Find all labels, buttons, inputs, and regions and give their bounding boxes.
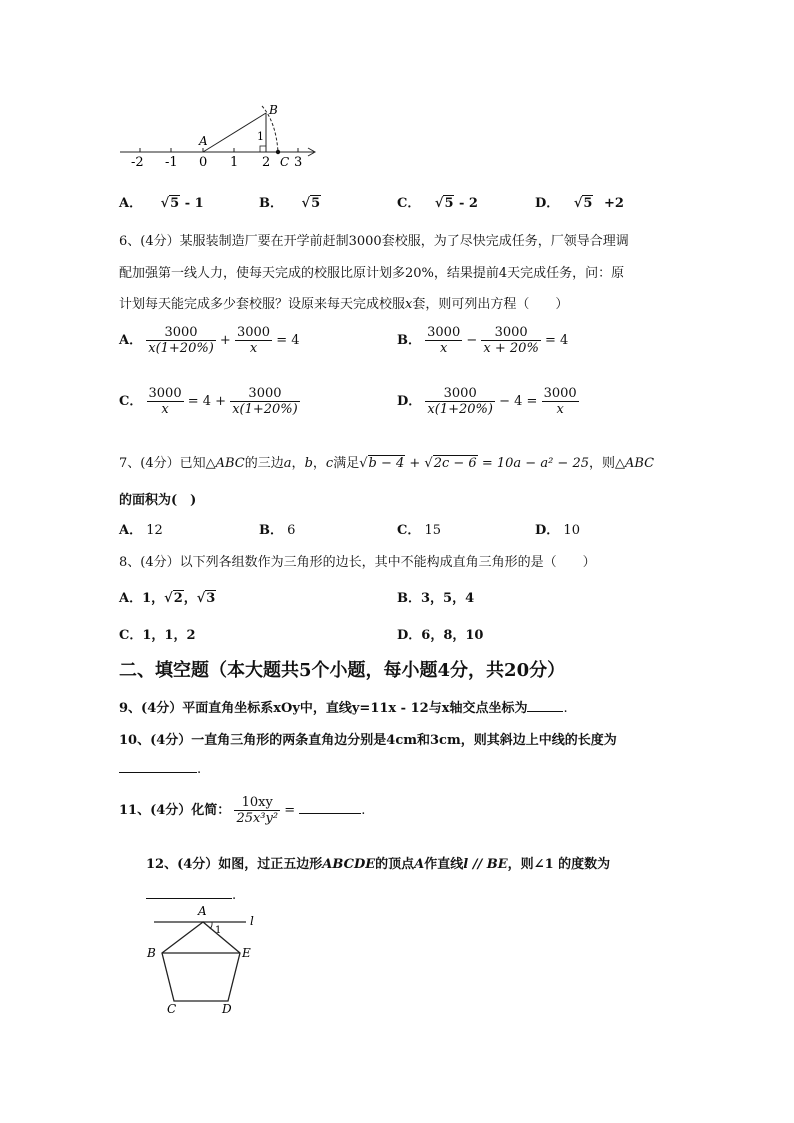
stem-text: 计划每天能完成多少套校服？设原来每天完成校服 [119,297,406,312]
option-suffix: - 2 [459,196,478,211]
q8-option-c[interactable]: C．1，1，2 [119,628,196,643]
q9-stem [119,697,568,716]
separator: ， [183,591,197,606]
stem-text: 10、(4分）一直角三角形的两条直角边分别是4cm和3cm，则其斜边上中线的长度为 [119,733,617,748]
option-letter: C． [397,523,421,538]
numerator: 3000 [146,325,216,341]
fraction [235,325,272,356]
stem-end: . [232,888,237,903]
equation-rhs: = 4 [544,333,569,348]
radicand: 5 [170,196,180,211]
option-letter: A．1， [119,591,165,606]
equals-sign: = [284,803,296,818]
radicand: 2 [173,591,183,606]
radicand: 3 [206,591,216,606]
stem-text: ，则∠1 的度数为 [507,857,611,872]
q7-option-a[interactable] [119,519,163,538]
q6-option-c[interactable] [119,386,300,417]
option-value: 6 [287,523,296,538]
denominator: x(1+20%) [148,341,214,356]
tick-label: 1 [230,155,239,170]
tick-label: 0 [199,155,208,170]
numerator: 3000 [148,386,182,401]
segment-label: 1 [257,130,264,143]
vertex-name: A [414,857,425,872]
denominator: x [249,341,258,356]
fraction [425,325,462,356]
option-letter: B． [397,333,421,348]
point-b-label: B [269,103,278,117]
stem-text: 的三边 [244,456,284,471]
q6-option-d[interactable] [397,386,579,417]
q7-stem-line2: 的面积为( ) [119,493,197,508]
stem-text: 11、(4分）化简： [119,803,231,818]
numerator: 3000 [230,386,300,402]
q8-option-d[interactable]: D．6，8，10 [397,628,484,643]
option-letter: A． [119,196,143,211]
stem-text: 7、(4分）已知 [119,456,206,471]
option-letter: C． [397,196,421,211]
q6-stem-line1: 6、(4分）某服装制造厂要在开学前赶制3000套校服，为了尽快完成任务，厂领导合理调 [119,234,629,249]
point-c-label: C [280,155,290,169]
sqrt-sign: √5 [573,196,593,211]
denominator: x [440,341,448,356]
numerator: 3000 [543,386,577,401]
q8-option-a[interactable] [119,587,216,606]
q5-option-d[interactable] [535,192,624,211]
point-a-label: A [199,134,208,148]
option-suffix: +2 [603,196,624,211]
option-letter: A． [119,333,143,348]
q12-stem [146,853,610,872]
line-expression: l // BE [463,857,508,872]
stem-text: 12、(4分）如图，过正五边形 [146,857,323,872]
stem-text: 的顶点 [375,857,415,872]
fraction [147,386,184,417]
vertex-b-label: B [147,946,156,960]
q5-option-c[interactable] [397,192,478,211]
radicand: 2c − 6 [433,456,477,471]
q6-stem-line3 [119,293,568,312]
tick-label: -1 [165,155,178,170]
vertex-d-label: D [222,1002,232,1015]
numerator: 10xy [234,795,280,811]
shape-name: ABCDE [322,857,376,872]
q6-stem-line2: 配加强第一线人力，使每天完成的校服比原计划多20%，结果提前4天完成任务，问：原 [119,266,625,281]
sqrt-sign: √5 [160,196,180,211]
equation-rhs: = 10a − a² − 25 [481,456,589,471]
option-letter: A． [119,523,143,538]
q10-stem [119,729,617,748]
fraction [542,386,579,417]
stem-end: . [361,803,366,818]
q6-option-b[interactable] [397,325,568,356]
option-value: 10 [563,523,580,538]
tick-label: 3 [294,155,303,170]
numerator: 3000 [427,325,461,340]
denominator: x(1+20%) [427,402,493,417]
numerator: 3000 [425,386,495,402]
q8-stem: 8、(4分）以下列各组数作为三角形的边长，其中不能构成直角三角形的是（ ） [119,555,596,570]
section-title: 二、填空题（本大题共5个小题，每小题4分，共20分） [119,660,566,681]
q5-option-a[interactable] [119,192,204,211]
stem-text: 作直线 [424,857,464,872]
q7-option-c[interactable] [397,519,441,538]
answer-blank[interactable] [146,886,232,899]
variable: x [405,297,413,312]
fraction [146,325,216,356]
triangle-name: △ABC [205,456,245,471]
answer-blank[interactable] [299,801,361,814]
tick-label: 2 [262,155,271,170]
option-suffix: - 1 [184,196,204,211]
vertex-a-label: A [198,904,207,918]
option-value: 12 [146,523,163,538]
radical-2: √2c − 6 [424,456,477,471]
sqrt-sign: √5 [301,196,321,211]
radicand: 5 [311,196,321,211]
option-letter: B． [259,523,283,538]
operator: + [219,333,231,348]
option-letter: D． [535,196,560,211]
q6-option-a[interactable] [119,325,300,356]
stem-end: . [197,762,202,777]
stem-text: 套，则可列出方程（ ） [412,297,569,312]
answer-blank[interactable] [527,699,563,712]
triangle-name: △ABC [615,456,655,471]
q7-option-b[interactable] [259,519,295,538]
fraction [234,795,280,826]
variable: c [325,456,334,471]
variable: a [283,456,292,471]
fraction [230,386,300,417]
option-letter: C． [119,394,143,409]
equation-rhs: = 4 [276,333,300,348]
stem-text: 9、(4分）平面直角坐标系xOy中，直线y=11x - 12与x轴交点坐标为 [119,701,528,716]
denominator: x [556,402,564,417]
radicand: 5 [583,196,593,211]
radicand: 5 [444,196,454,211]
radical-1: √b − 4 [359,456,405,471]
fraction [425,386,495,417]
operator: − [466,333,478,348]
option-letter: D． [535,523,560,538]
pentagon-figure [142,903,267,1015]
denominator: x + 20% [483,341,539,356]
sqrt-sign: √2 [164,591,183,606]
numerator: 3000 [481,325,540,341]
q8-option-b[interactable]: B．3，5，4 [397,591,475,606]
option-letter: D． [397,394,422,409]
stem-text: 满足 [333,456,360,471]
q10-answer-line [119,760,201,777]
denominator: x(1+20%) [232,402,298,417]
q12-answer-line [146,886,236,903]
denominator: 25x³y² [236,811,279,826]
q11-stem [119,795,365,826]
stem-text: ，则 [588,456,615,471]
answer-blank[interactable] [119,760,197,773]
sqrt-sign: √5 [434,196,454,211]
variable: b [304,456,313,471]
option-letter: B． [259,196,283,211]
q7-option-d[interactable] [535,519,580,538]
q7-stem-line1: 7、(4分）已知△ABC的三边a，b，c满足√b − 4 + √2c − 6 = 10a − a² − 25，则△ABC [119,456,655,471]
tick-label: -2 [131,155,144,170]
option-value: 15 [424,523,442,538]
denominator: x [161,402,169,417]
operator: − 4 = [499,394,538,409]
fraction [481,325,540,356]
vertex-e-label: E [242,946,251,960]
numerator: 3000 [236,325,271,340]
line-l-label: l [250,914,254,928]
sqrt-sign: √3 [196,591,216,606]
radicand: b − 4 [368,456,405,471]
operator: = 4 + [187,394,227,409]
stem-end: . [563,701,568,716]
angle-label: 1 [215,925,222,936]
vertex-c-label: C [167,1002,177,1015]
q5-option-b[interactable] [259,192,321,211]
number-line-figure [118,100,328,175]
